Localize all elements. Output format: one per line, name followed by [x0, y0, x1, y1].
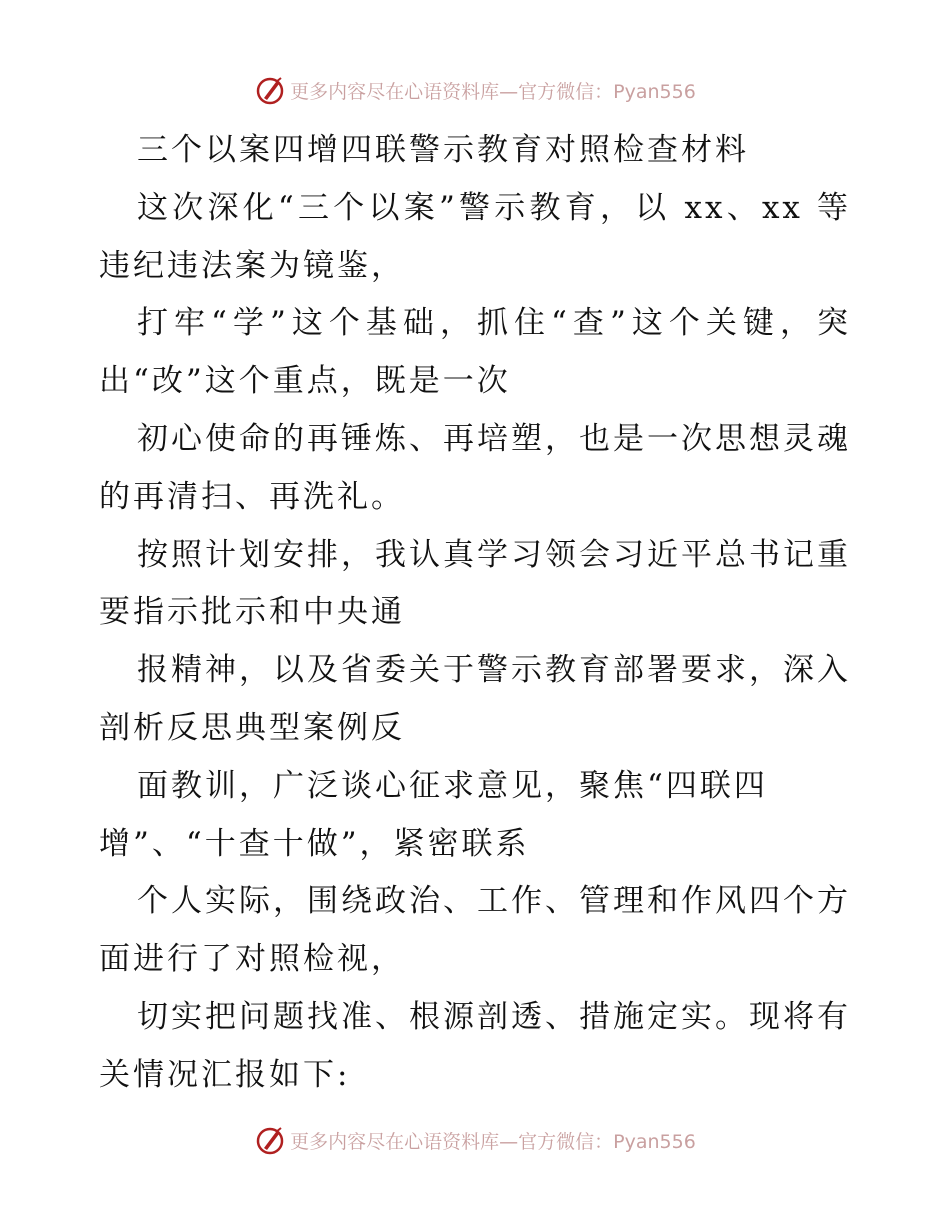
text-line: 的再清扫、再洗礼。 [99, 478, 405, 515]
header-watermark [0, 70, 950, 110]
watermark-text: 更多内容尽在心语资料库—官方微信：Pyan556 [290, 80, 696, 103]
text-line: 个人实际，围绕政治、工作、管理和作风四个方 [137, 883, 851, 920]
text-line: 初心使命的再锤炼、再培塑，也是一次思想灵魂 [137, 420, 851, 457]
document-body [99, 122, 851, 1105]
text-line: 切实把问题找准、根源剖透、措施定实。现将有 [137, 998, 851, 1035]
text-line: 报精神，以及省委关于警示教育部署要求，深入 [137, 652, 851, 689]
text-line: 这次深化“三个以案”警示教育，以 xx、xx 等 [137, 189, 851, 226]
text-line: 出“改”这个重点，既是一次 [99, 363, 511, 400]
text-line: 打牢“学”这个基础，抓住“查”这个关键，突 [137, 305, 851, 342]
text-line: 违纪违法案为镜鉴， [99, 247, 405, 284]
watermark-text: 更多内容尽在心语资料库—官方微信：Pyan556 [290, 1130, 696, 1153]
text-line: 面教训，广泛谈心征求意见，聚焦“四联四 [137, 767, 768, 804]
text-line: 剖析反思典型案例反 [99, 709, 405, 746]
text-line: 增”、“十查十做”，紧密联系 [99, 825, 530, 862]
quill-logo-icon [254, 1124, 286, 1156]
text-line: 按照计划安排，我认真学习领会习近平总书记重 [137, 536, 851, 573]
text-line: 面进行了对照检视， [99, 941, 405, 978]
quill-logo-icon [254, 74, 286, 106]
text-line: 要指示批示和中央通 [99, 594, 405, 631]
text-line: 关情况汇报如下: [99, 1056, 351, 1093]
document-title: 三个以案四增四联警示教育对照检查材料 [137, 132, 749, 168]
footer-watermark [0, 1120, 950, 1160]
